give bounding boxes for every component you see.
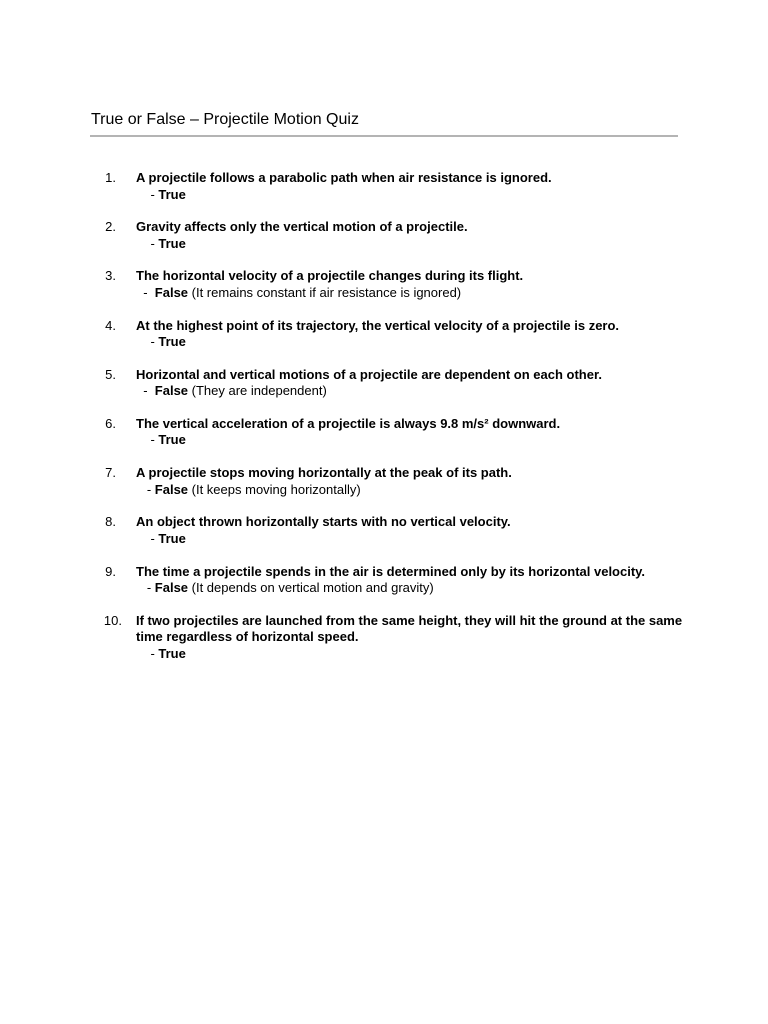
question-number: 2. [105, 219, 116, 235]
answer-prefix: - [136, 235, 159, 251]
answer-prefix: - [136, 481, 155, 497]
question-text: Gravity affects only the vertical motion of a projectile. [136, 219, 468, 235]
answer-label: True [158, 645, 186, 661]
question-text: An object thrown horizontally starts with no vertical velocity. [136, 514, 511, 530]
answer-label: True [158, 235, 186, 251]
answer-prefix: - [136, 383, 155, 399]
question-answer [136, 383, 327, 400]
question-answer [136, 187, 186, 204]
question-answer [136, 236, 186, 253]
question-item-10 [90, 613, 690, 679]
question-text: Horizontal and vertical motions of a projectile are dependent on each other. [136, 366, 602, 382]
question-answer [136, 646, 186, 663]
page-title: True or False – Projectile Motion Quiz [91, 111, 359, 128]
question-item-3 [90, 268, 690, 317]
answer-prefix: - [136, 432, 159, 448]
answer-label: True [158, 334, 186, 350]
question-item-1 [90, 170, 690, 219]
question-text: If two projectiles are launched from the same height, they will hit the ground at the same time regardless of horizontal speed. [136, 612, 683, 645]
question-number: 7. [105, 465, 116, 481]
question-item-7 [90, 465, 690, 514]
question-answer [136, 432, 186, 449]
question-number: 8. [105, 514, 116, 530]
answer-note: (They are independent) [188, 383, 327, 399]
question-number: 4. [105, 317, 116, 333]
answer-prefix: - [136, 284, 155, 300]
answer-label: False [154, 481, 189, 497]
question-number: 6. [105, 415, 116, 431]
answer-label: False [154, 383, 189, 399]
answer-label: False [154, 284, 189, 300]
question-text: A projectile follows a parabolic path when air resistance is ignored. [136, 170, 552, 185]
title-divider [90, 135, 678, 137]
question-number: 10. [103, 612, 122, 628]
question-answer [136, 334, 186, 351]
answer-prefix: - [136, 186, 159, 202]
question-answer [136, 531, 186, 548]
question-text: At the highest point of its trajectory, the vertical velocity of a projectile is zero. [136, 317, 620, 333]
answer-note: (It keeps moving horizontally) [188, 481, 361, 497]
answer-note: (It remains constant if air resistance is ignored) [188, 284, 462, 300]
answer-label: False [154, 580, 189, 595]
question-number: 5. [105, 366, 116, 382]
answer-prefix: - [136, 530, 159, 546]
question-list [90, 170, 690, 679]
answer-prefix: - [136, 645, 159, 661]
answer-label: True [158, 186, 186, 202]
question-text: The vertical acceleration of a projectile is always 9.8 m/s² downward. [136, 415, 561, 431]
answer-label: True [158, 432, 186, 448]
answer-prefix: - [136, 334, 159, 350]
question-text: The time a projectile spends in the air is determined only by its horizontal velocity. [136, 563, 646, 579]
question-text: A projectile stops moving horizontally at the peak of its path. [136, 465, 512, 481]
question-answer [136, 580, 434, 597]
answer-label: True [158, 530, 186, 546]
question-text: The horizontal velocity of a projectile changes during its flight. [136, 268, 524, 284]
question-item-8 [90, 514, 690, 563]
question-item-6 [90, 416, 690, 465]
question-item-9 [90, 564, 690, 613]
question-answer [136, 285, 461, 302]
question-number: 1. [105, 170, 116, 185]
answer-prefix: - [136, 580, 155, 595]
answer-note: (It depends on vertical motion and gravity) [188, 580, 434, 595]
question-item-5 [90, 367, 690, 416]
question-number: 9. [105, 563, 116, 579]
question-item-2 [90, 219, 690, 268]
question-answer [136, 482, 361, 499]
question-number: 3. [105, 268, 116, 284]
question-item-4 [90, 318, 690, 367]
